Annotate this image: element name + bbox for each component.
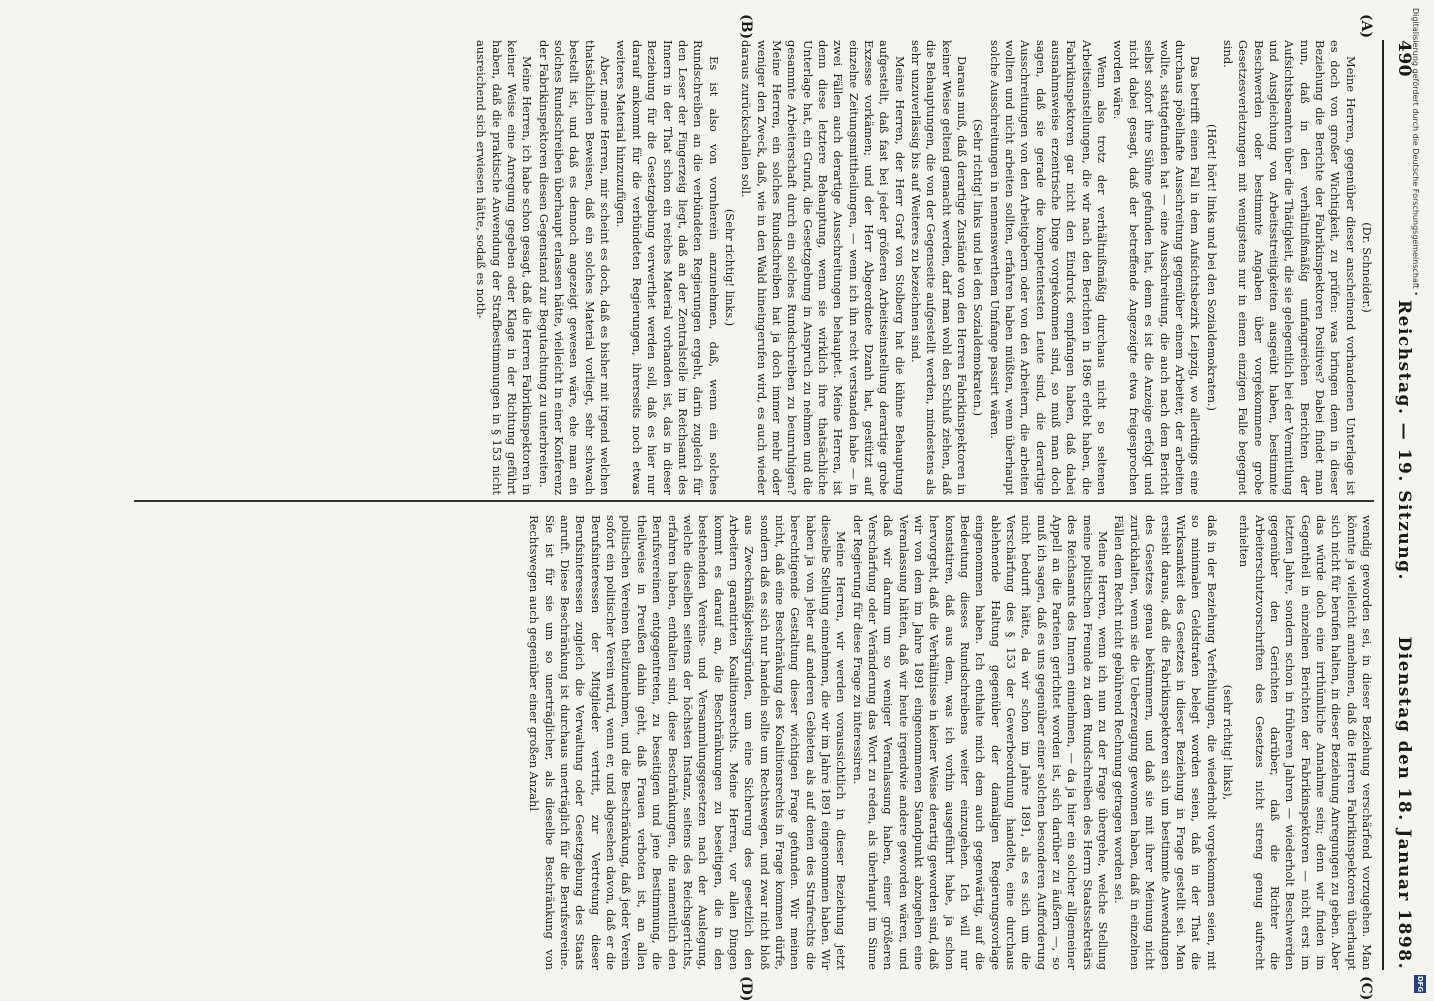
paragraph: Meine Herren, wir werden voraussichtlich in dieser Beziehung jetzt dieselbe Stellung einnehmen, die wir im Jahre 1891 eingenommen haben. Wir haben ja von jeher auf anderen Gebieten als auf denen des Strafrechts die berechtigende Gestaltung dieser wichtigen Frage gefunden. Wir meinen nicht, daß eine Beschränkung des Koalitionsrechts in Frage kommen dürfe, sondern daß es sich nur handeln sollte um Rechtswegen, und zwar nicht bloß aus Zweckmäßigkeitsgründen, um eine Sicherung des gesetzlich den Arbeitern garantirten Koalitionsrechts. Meine Herren, vor allen Dingen kommt es darauf an, die Beschränkungen zu beseitigen, die in den bestehenden Vereins- und Versammlungsgesetzen nach der Auslegung, welche dieselben seitens der höchsten Instanz, seitens des Reichsgerichts, erfahren haben, enthalten sind, diese Beschränkungen, die namentlich den Berufsvereinen entgegentreten, zu beseitigen und jene Bestimmung, die theilweise in Preußen dahin geht, daß Frauen verboten ist, an allen politischen Vereinen theilzunehmen, und die Beschränkung, daß jeder Verein sofort ein politischer Verein wird, wenn er, und abgesehen davon, daß er die Berufsinteressen der Mitglieder vertritt, zur Vertretung dieser Berufsinteressen zugleich die Verwaltung oder Gesetzgebung des Staats anruft. Diese Beschränkung ist durchaus unerträglich für die Berufsvereine. Sie ist für sie um so unerträglicher, als dieselbe Beschränkung von Rechtswegen auch gegenüber einer großen Anzahl <box>527 515 849 970</box>
session-title: Reichstag. — 19. Sitzung. <box>1394 300 1414 581</box>
page-number: 490 <box>1394 40 1414 77</box>
paragraph: Meine Herren, gegenüber dieser anscheinend vorhandenen Unterlage ist es doch von großer Wichtigkeit, zu prüfen: was bringen denn in dieser Beziehung die Berichte der Fabrikinspektoren Positives? Dabei findet man nun, daß in den verhältnißmäßig umfangreichen Berichten der Aufsichtsbeamten über die Thätigkeit, die sie gelegentlich bei der Vermittlung und Ausgleichung von Arbeitsstreitigkeiten ausgeübt haben, bestimmte Beschwerden oder bestimmte Angaben über vorgekommene grobe Gesetzesverletzungen mit wenigstens nur in einem einzigen Falle begegnet sind. <box>1220 40 1358 495</box>
digitization-footer <box>1411 0 1434 1000</box>
paragraph: Es ist also von vornherein anzunehmen, daß, wenn ein solches Rundschreiben an die verbündeten Regierungen ergeht, darin zugleich für den Leser der Fingerzeig liegt, daß an der Zentralstelle im Reichsamt des Innern in der That schon ein reiches Material vorhanden ist, das in dieser Beziehung für die Gesetzgebung verwerthet werden soll, daß es hier nur darauf ankommt für die verbündeten Regierungen, ihrerseits noch etwas weiteres Material hinzuzufügen. <box>614 40 721 495</box>
paragraph: Meine Herren, der Herr Graf von Stolberg hat die kühne Behauptung aufgestellt, daß fast bei jeder größeren Arbeitseinstellung derartige grobe Exzesse vorkämen; und der Herr Abgeordnete Dzanh hat, gestützt auf einzelne Zeitungsmittheilungen, — wenn ich ihn recht verstanden habe — in zwei Fällen auch derartige Ausschreitungen behauptet. Meine Herren, ist denn diese letztere Behauptung, wenn sie wirklich ihre thatsächliche Unterlage hat, ein Grund, die Gesetzgebung in Anspruch zu nehmen und die gesammte Arbeiterschaft durch ein solches Rundschreiben zu beunruhigen? Meine Herren, ein solches Rundschreiben hat ja doch immer mehr oder weniger den Zweck, daß, wie in den Wald hineingerufen wird, es auch wieder daraus zurückschallen soll. <box>739 40 907 495</box>
paragraph: Daraus muß, daß derartige Zustände von den Herren Fabrikinspektoren in keiner Weise geltend gemacht werden, darf man wohl den Schluß ziehen, daß die Behauptungen, die von der Gegenseite aufgestellt werden, mindestens als sehr unzuverlässig bis auf Weiteres zu bezeichnen sind. <box>909 40 970 495</box>
interjection: (Sehr richtig! links und bei den Sozialdemokraten.) <box>971 118 986 417</box>
margin-marker-d: (D) <box>738 976 754 1001</box>
margin-marker-b: (B) <box>738 14 754 40</box>
header-rule <box>1382 40 1384 970</box>
paragraph: Aber, meine Herren, mir scheint es doch, daß es bisher mit irgend welchen thatsächlichen Beweisen, daß ein solches Material vorliegt, sehr schwach bestellt ist, und daß es dennoch angezeigt gewesen wäre, ehe man ein solches Rundschreiben überhaupt erlassen hätte, vielleicht in einer Konferenz der Fabrikinspektoren diesen Gegenstand zur Begutachtung zu unterbreiten. <box>536 40 613 495</box>
interjection: (sehr richtig! links), <box>1220 684 1235 801</box>
column-divider <box>134 500 1374 502</box>
interjection: (Hört! hört! links und bei den Sozialdemokraten.) <box>1204 123 1219 412</box>
dfg-logo: DFG <box>1416 975 1424 993</box>
paragraph: daß in der Beziehung Verfehlungen, die wiederholt vorgekommen seien, mit so minimalen Geldstrafen belegt worden seien, daß in der That die Wirksamkeit des Gesetzes in dieser Beziehung in Frage gestellt sei. Man ersieht daraus, daß die Fabrikinspektoren sich um bestimmte Anwendungen des Gesetzes genau bekümmern, und daß sie mit ihrer Meinung nicht zurückhalten, wenn sie die Ueberzeugung gewonnen haben, daß in einzelnen Fällen dem Recht nicht gebührend Rechnung getragen worden sei. <box>1112 515 1219 970</box>
paragraph: wendig geworden sei, in dieser Beziehung verschärfend vorzugehen. Man könnte ja vielleicht annehmen, daß die Herren Fabrikinspektoren überhaupt sich nicht für berufen halten, in dieser Beziehung Anregungen zu geben. Aber das würde doch eine irrthümliche Annahme sein; denn wir finden im Gegentheil in einzelnen Berichten der Fabrikinspektoren — nicht erst im letzten Jahre, sondern schon in früheren Jahren — wiederholt Beschwerden gegenüber den Gerichten darüber, daß die Richter die Arbeiterschutzvorschriften des Gesetzes nicht streng genug aufrecht erhielten <box>1237 515 1374 970</box>
speaker-name: (Dr. Schneider.) <box>1360 222 1374 313</box>
interjection: (Sehr richtig! links.) <box>722 208 737 327</box>
footer-credit: Digitalisierung gefördert durch die Deutsche Forschungsgemeinschaft • <box>1411 8 1420 296</box>
margin-marker-a: (A) <box>1358 14 1374 39</box>
paragraph: Das betrifft einen Fall in dem Aufsichtsbezirk Leipzig, wo allerdings eine durchaus pöbelhafte Ausschreitung gegenüber einem Arbeiter, der arbeiten wollte, stattgefunden hat — eine Ausschreitung, die auch nach dem Bericht selbst sofort ihre Sühne gefunden hat, denn es ist die Anzeige erfolgt und nicht dabei gesagt, daß der betreffende Angezeigte etwa freigesprochen worden wäre. <box>1111 40 1203 495</box>
left-column <box>472 40 1374 495</box>
paragraph: Wenn also trotz der verhältnißmäßig durchaus nicht so seltenen Arbeitseinstellungen, die wir nach den Berichten in 1896 erlebt haben, die Fabrikinspektoren gar nicht den Eindruck empfangen haben, daß dabei ausnahmsweise erzentrische Dinge vorgekommen sind, so muß man doch sagen, daß sie gerade die kompetentesten Leute sind, die derartige Ausschreitungen von den Arbeitgebern oder von den Arbeitern, die arbeiten wollten und nicht arbeiten sollten, erfahren haben müßten, wenn überhaupt solche Ausschreitungen in nennenswerthem Umfange passirt wären. <box>987 40 1110 495</box>
session-date: Dienstag den 18. Januar 1898. <box>1394 636 1414 970</box>
margin-marker-c: (C) <box>1358 976 1374 1001</box>
paragraph: Meine Herren, wenn ich nun zu der Frage übergehe, welche Stellung meine politischen Freunde zu dem Rundschreiben des Herrn Staatssekretärs des Reichsamts des Innern einnehmen, — da ja hier ein solcher allgemeiner Appell an die Parteien gerichtet worden ist, sich darüber zu äußern —, so muß ich sagen, daß es uns gegenüber einer solchen besonderen Aufforderung nicht bedurft hätte, da wir schon im Jahre 1891, als es sich um die Verschärfung des § 153 der Gewerbeordnung handelte, eine durchaus ablehnende Haltung gegenüber der damaligen Regierungsvorlage eingenommen haben. Ich enthalte mich dem auch gegenwärtig, auf die Bedeutung dieses Rundschreibens weiter einzugehen. Ich will nur konstatiren, daß aus dem, was ich vorhin ausgeführt habe, ja schon hervorgeht, daß die Verhältnisse in keiner Weise derartig geworden sind, daß wir von dem im Jahre 1891 eingenommenen Standpunkt abzugehen eine Veranlassung hätten, daß wir heute irgendwie andere geworden wären, und daß wir darum um so weniger Veranlassung haben, einer größeren Verschärfung oder Veränderung das Wort zu reden, als überhaupt im Sinne der Regierung für diese Frage zu interessiren. <box>850 515 1111 970</box>
paragraph: Meine Herren, ich habe schon gesagt, daß die Herren Fabrikinspektoren in keiner Weise eine Anregung gegeben oder Klage in der Richtung geführt haben, daß die praktische Anwendung der Strafbestimmungen in § 153 nicht ausreichend sich erwiesen hätte, sodaß es noth- <box>474 40 535 495</box>
right-column <box>525 515 1374 970</box>
